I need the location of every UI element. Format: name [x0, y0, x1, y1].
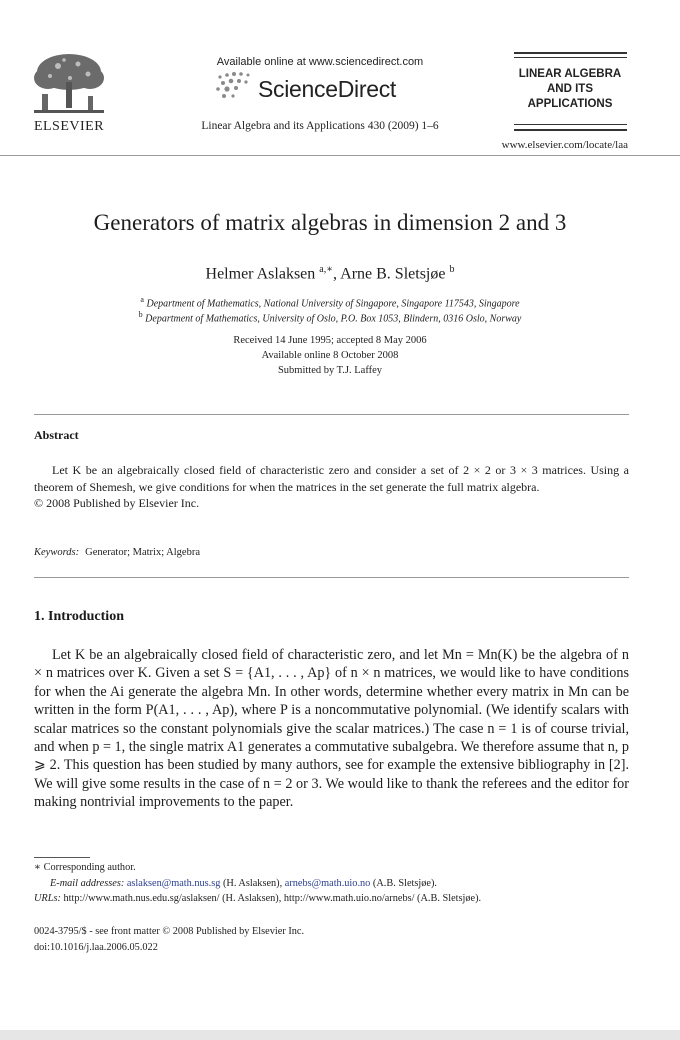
journal-url-link[interactable]: www.elsevier.com/locate/laa	[501, 139, 628, 151]
sciencedirect-dots-logo	[212, 68, 260, 104]
abstract-heading: Abstract	[34, 428, 79, 442]
abstract-text: Let K be an algebraically closed field of characteristic zero and consider a set of 2 × 2 or 3 × 3 matrices. Using a theorem of Shemesh, we give conditions for when the matrices in the set generate the full matrix algebra.	[34, 463, 629, 494]
journal-box-rule	[514, 57, 627, 58]
keywords-label: Keywords:	[34, 547, 80, 558]
received-date: Received 14 June 1995; accepted 8 May 2006	[233, 335, 427, 346]
affiliation-text: Department of Mathematics, National University of Singapore, Singapore 117543, Singapore	[146, 298, 520, 310]
email-owner: (A.B. Sletsjøe).	[372, 878, 437, 889]
author-separator: ,	[333, 265, 341, 283]
journal-name-block	[508, 67, 632, 112]
footnote-rule	[34, 857, 90, 858]
abstract-body	[34, 462, 629, 512]
affiliation-mark: a	[140, 295, 144, 304]
journal-name-line: AND ITS	[547, 83, 593, 95]
header-divider	[0, 155, 680, 156]
submitted-by: Submitted by T.J. Laffey	[277, 365, 383, 376]
author-list	[20, 264, 640, 283]
journal-name-line: LINEAR ALGEBRA	[518, 68, 622, 80]
email-link[interactable]: arnebs@math.uio.no	[284, 878, 371, 889]
email-label: E-mail addresses:	[50, 878, 125, 889]
introduction-paragraph: Let K be an algebraically closed field of characteristic zero, and let Mn = Mn(K) be the algebra of n × n matrices over K. Given a set S = {A1, . . . , Ap} of n × n matrices, we would like to have conditions for when the Ai generate the algebra Mn. In other words, determine whether every matrix in Mn can be written in the form P(A1, . . . , Ap), where P is a noncommutative polynomial. (We identify scalars with scalar matrices so the constant polynomials give the scalar matrices.) The case n = 1 is of course trivial, and when p = 1, the single matrix A1 generates a commutative subalgebra. We therefore assume that n, p ⩾ 2. This question has been studied by many authors, see for example the extensive bibliography in [2]. We will give some results in the case of n = 2 or 3. We would like to thank the referees and the editor for making nontrivial improvements to the paper.	[34, 647, 629, 811]
urls-label: URLs:	[34, 893, 61, 904]
available-online-line: Available online at www.sciencedirect.com	[216, 56, 424, 68]
affiliation-line	[20, 310, 640, 324]
sciencedirect-wordmark: ScienceDirect	[258, 76, 396, 102]
issn-line: 0024-3795/$ - see front matter © 2008 Published by Elsevier Inc.	[34, 926, 305, 937]
keywords-list: Generator; Matrix; Algebra	[85, 547, 200, 558]
journal-box-rule	[514, 129, 627, 131]
email-owner: (H. Aslaksen),	[222, 878, 283, 889]
article-title: Generators of matrix algebras in dimension 2 and 3	[93, 210, 567, 235]
affiliation-mark: b	[138, 310, 143, 319]
affiliation-text: Department of Mathematics, University of Oslo, P.O. Box 1053, Blindern, 0316 Oslo, Norway	[145, 313, 522, 325]
urls-line	[34, 891, 634, 906]
section-heading: 1. Introduction	[34, 609, 124, 624]
author-affil-marks: a,∗	[319, 264, 334, 275]
author-name: Helmer Aslaksen	[205, 265, 316, 283]
author-affil-marks: b	[449, 264, 455, 275]
urls-text: http://www.math.nus.edu.sg/aslaksen/ (H. Aslaksen), http://www.math.uio.no/arnebs/ (A.B. Sletsjøe).	[63, 893, 482, 904]
journal-box-rule	[514, 52, 627, 54]
doi-line[interactable]: doi:10.1016/j.laa.2006.05.022	[34, 942, 158, 953]
page-bottom-edge	[0, 1030, 680, 1040]
available-online-date: Available online 8 October 2008	[261, 350, 399, 361]
affiliation-line	[20, 295, 640, 309]
corresponding-author-note: ∗ Corresponding author.	[34, 862, 136, 873]
abstract-top-rule	[34, 414, 629, 415]
email-link[interactable]: aslaksen@math.nus.sg	[126, 878, 221, 889]
keywords-line	[34, 547, 200, 558]
journal-citation: Linear Algebra and its Applications 430 (2009) 1–6	[201, 120, 439, 132]
journal-box-rule	[514, 124, 627, 125]
journal-name-line: APPLICATIONS	[527, 98, 613, 110]
introduction-body	[34, 646, 629, 812]
author-name: Arne B. Sletsjøe	[340, 265, 446, 283]
abstract-copyright: © 2008 Published by Elsevier Inc.	[34, 496, 200, 510]
publisher-wordmark: ELSEVIER	[33, 119, 105, 134]
email-addresses-line	[34, 876, 634, 891]
abstract-bottom-rule	[34, 577, 629, 578]
